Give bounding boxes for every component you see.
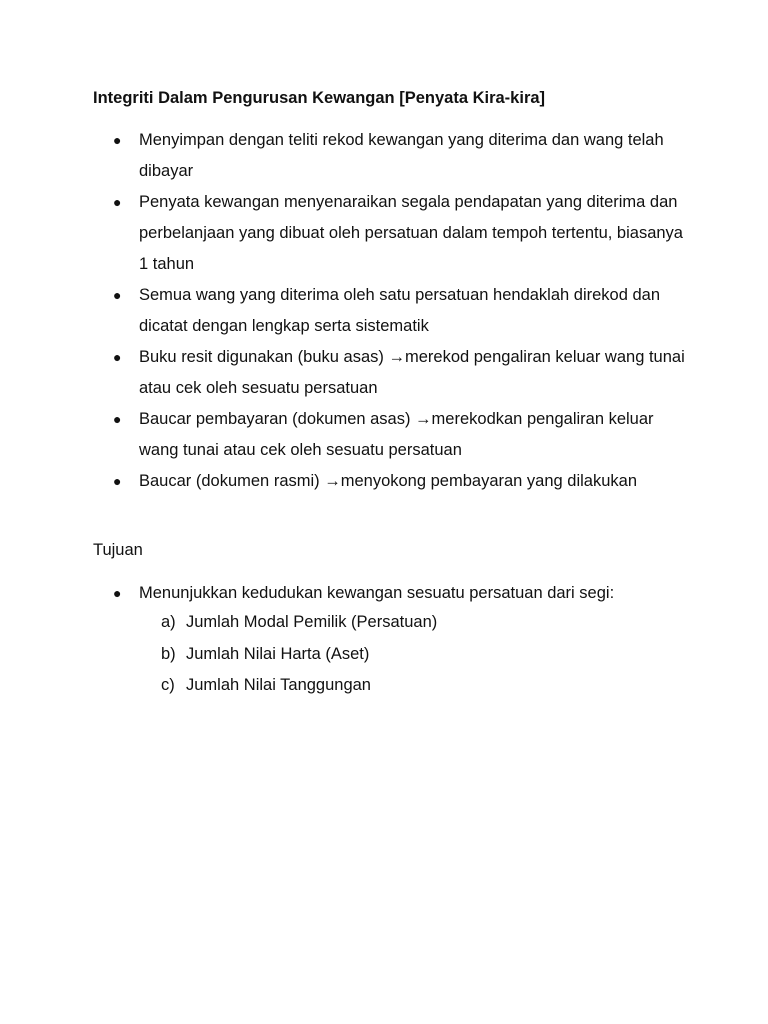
bullet-icon: ● — [113, 194, 122, 210]
sub-item-list — [161, 607, 437, 702]
bullet-text: Buku resit digunakan (buku asas) →merekod pengaliran keluar wang tunai atau cek oleh sesuatu persatuan — [139, 348, 685, 397]
list-item — [93, 125, 693, 187]
sub-list-item — [161, 670, 437, 702]
bullet-icon: ● — [113, 473, 122, 489]
bullet-icon: ● — [113, 349, 122, 365]
sub-item-marker: a) — [161, 613, 176, 631]
sub-list-item — [161, 639, 437, 671]
bullet-icon: ● — [113, 132, 122, 148]
section-heading-tujuan: Tujuan — [93, 541, 143, 559]
list-item — [93, 280, 693, 342]
bullet-text: Semua wang yang diterima oleh satu persatuan hendaklah direkod dan dicatat dengan lengkap serta sistematik — [139, 286, 661, 335]
document-title: Integriti Dalam Pengurusan Kewangan [Penyata Kira-kira] — [93, 89, 546, 107]
list-item — [93, 404, 693, 466]
sub-item-marker: c) — [161, 676, 175, 694]
bullet-icon: ● — [113, 411, 122, 427]
list-item — [93, 466, 693, 497]
list-item — [93, 187, 693, 280]
sub-item-text: Jumlah Nilai Tanggungan — [186, 676, 371, 694]
sub-item-text: Jumlah Nilai Harta (Aset) — [186, 644, 370, 663]
bullet-text: Menunjukkan kedudukan kewangan sesuatu persatuan dari segi: — [139, 584, 615, 602]
bullet-text: Menyimpan dengan teliti rekod kewangan yang diterima dan wang telah dibayar — [139, 131, 664, 180]
list-item — [93, 342, 693, 404]
bullet-text: Baucar (dokumen rasmi) →menyokong pembayaran yang dilakukan — [139, 472, 638, 490]
sub-item-marker: b) — [161, 644, 176, 663]
list-item — [93, 578, 693, 609]
main-bullet-list — [93, 125, 693, 497]
bullet-text: Baucar pembayaran (dokumen asas) →merekodkan pengaliran keluar wang tunai atau cek oleh sesuatu persatuan — [139, 410, 654, 459]
bullet-icon: ● — [113, 287, 122, 303]
bullet-text: Penyata kewangan menyenaraikan segala pendapatan yang diterima dan perbelanjaan yang dibuat oleh persatuan dalam tempoh tertentu, biasanya 1 tahun — [139, 193, 683, 273]
sub-list-item — [161, 607, 437, 639]
bullet-icon: ● — [113, 585, 122, 601]
sub-item-text: Jumlah Modal Pemilik (Persatuan) — [186, 613, 438, 631]
purpose-bullet-list — [93, 578, 693, 609]
